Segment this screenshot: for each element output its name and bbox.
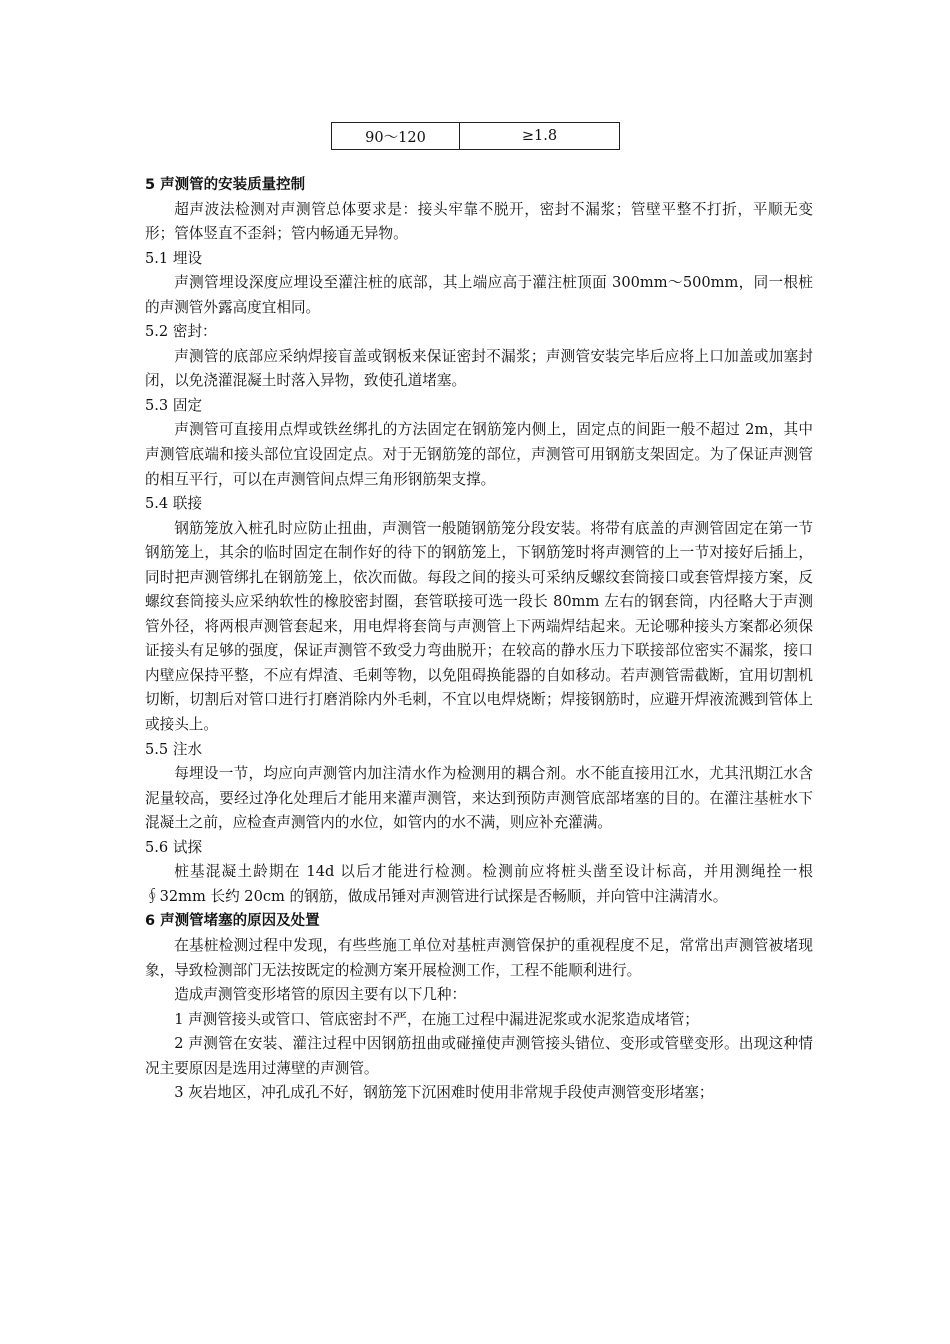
section-heading: 6 声测管堵塞的原因及处置 bbox=[145, 913, 320, 930]
paragraph: 桩基混凝土龄期在 14d 以后才能进行检测。检测前应将桩头凿至设计标高，并用测绳拴一根∮32mm 长约 20cm 的钢筋，做成吊锤对声测管进行试探是否畅顺，并向管中注满清水。 bbox=[145, 863, 813, 905]
list-item: 2 声测管在安装、灌注过程中因钢筋扭曲或碰撞使声测管接头错位、变形或管壁变形。出现这种情况主要原因是选用过薄壁的声测管。 bbox=[145, 1035, 813, 1077]
paragraph: 在基桩检测过程中发现，有些些施工单位对基桩声测管保护的重视程度不足，常常出声测管被堵现象，导致检测部门无法按既定的检测方案开展检测工作，工程不能顺利进行。 bbox=[145, 936, 813, 979]
table-row bbox=[332, 123, 620, 150]
subsection-heading: 5.1 埋设 bbox=[145, 249, 203, 267]
list-item: 3 灰岩地区，冲孔成孔不好，钢筋笼下沉困难时使用非常规手段使声测管变形堵塞； bbox=[174, 1084, 714, 1102]
subsection-heading: 5.5 注水 bbox=[145, 740, 203, 758]
paragraph: 钢筋笼放入桩孔时应防止扭曲，声测管一般随钢筋笼分段安装。将带有底盖的声测管固定在第一节钢筋笼上，其余的临时固定在制作好的待下的钢筋笼上，下钢筋笼时将声测管的上一节对接好后插上，同时把声测管绑扎在钢筋笼上，依次而做。每段之间的接头可采纳反螺纹套筒接口或套管焊接方案，反螺纹套筒接头应采纳软性的橡胶密封圈，套管联接可选一段长 80mm 左右的钢套筒，内径略大于声测管外径，将两根声测管套起来，用电焊将套筒与声测管上下两端焊结起来。无论哪种接头方案都必须保证接头有足够的强度，保证声测管不致受力弯曲脱开；在较高的静水压力下联接部位密实不漏浆，接口内壁应保持平整，不应有焊渣、毛刺等物，以免阻碍换能器的自如移动。若声测管需截断，宜用切割机切断，切割后对管口进行打磨消除内外毛刺，不宜以电焊烧断；焊接钢筋时，应避开焊液流溅到管体上或接头上。 bbox=[145, 519, 813, 734]
table-cell: ≥1.8 bbox=[460, 123, 620, 150]
subsection-heading: 5.2 密封： bbox=[145, 323, 217, 341]
paragraph: 声测管的底部应采纳焊接盲盖或钢板来保证密封不漏浆；声测管安装完毕后应将上口加盖或加塞封闭，以免浇灌混凝土时落入异物，致使孔道堵塞。 bbox=[145, 347, 813, 390]
subsection-heading: 5.6 试探 bbox=[145, 838, 203, 856]
paragraph: 声测管可直接用点焊或铁丝绑扎的方法固定在钢筋笼内侧上，固定点的间距一般不超过 2m，其中声测管底端和接头部位宜设固定点。对于无钢筋笼的部位，声测管可用钢筋支架固定。为了保证声测管的相互平行，可以在声测管间点焊三角形钢筋架支撑。 bbox=[145, 421, 813, 488]
paragraph: 声测管埋设深度应埋设至灌注桩的底部，其上端应高于灌注桩顶面 300mm～500mm，同一根桩的声测管外露高度宜相同。 bbox=[145, 274, 813, 316]
value-table bbox=[331, 122, 620, 150]
section-heading: 5 声测管的安装质量控制 bbox=[145, 177, 306, 193]
table-cell: 90～120 bbox=[332, 123, 460, 150]
paragraph: 造成声测管变形堵管的原因主要有以下几种： bbox=[174, 986, 467, 1004]
subsection-heading: 5.3 固定 bbox=[145, 396, 203, 414]
document-body bbox=[145, 173, 813, 1106]
paragraph: 超声波法检测对声测管总体要求是：接头牢靠不脱开，密封不漏浆；管壁平整不打折，平顺无变形；管体竖直不歪斜；管内畅通无异物。 bbox=[145, 200, 813, 243]
subsection-heading: 5.4 联接 bbox=[145, 495, 203, 513]
paragraph: 每埋设一节，均应向声测管内加注清水作为检测用的耦合剂。水不能直接用江水，尤其汛期江水含泥量较高，要经过净化处理后才能用来灌声测管，来达到预防声测管底部堵塞的目的。在灌注基桩水下混凝土之前，应检查声测管内的水位，如管内的水不满，则应补充灌满。 bbox=[145, 765, 813, 832]
list-item: 1 声测管接头或管口、管底密封不严，在施工过程中漏进泥浆或水泥浆造成堵管； bbox=[174, 1010, 699, 1028]
